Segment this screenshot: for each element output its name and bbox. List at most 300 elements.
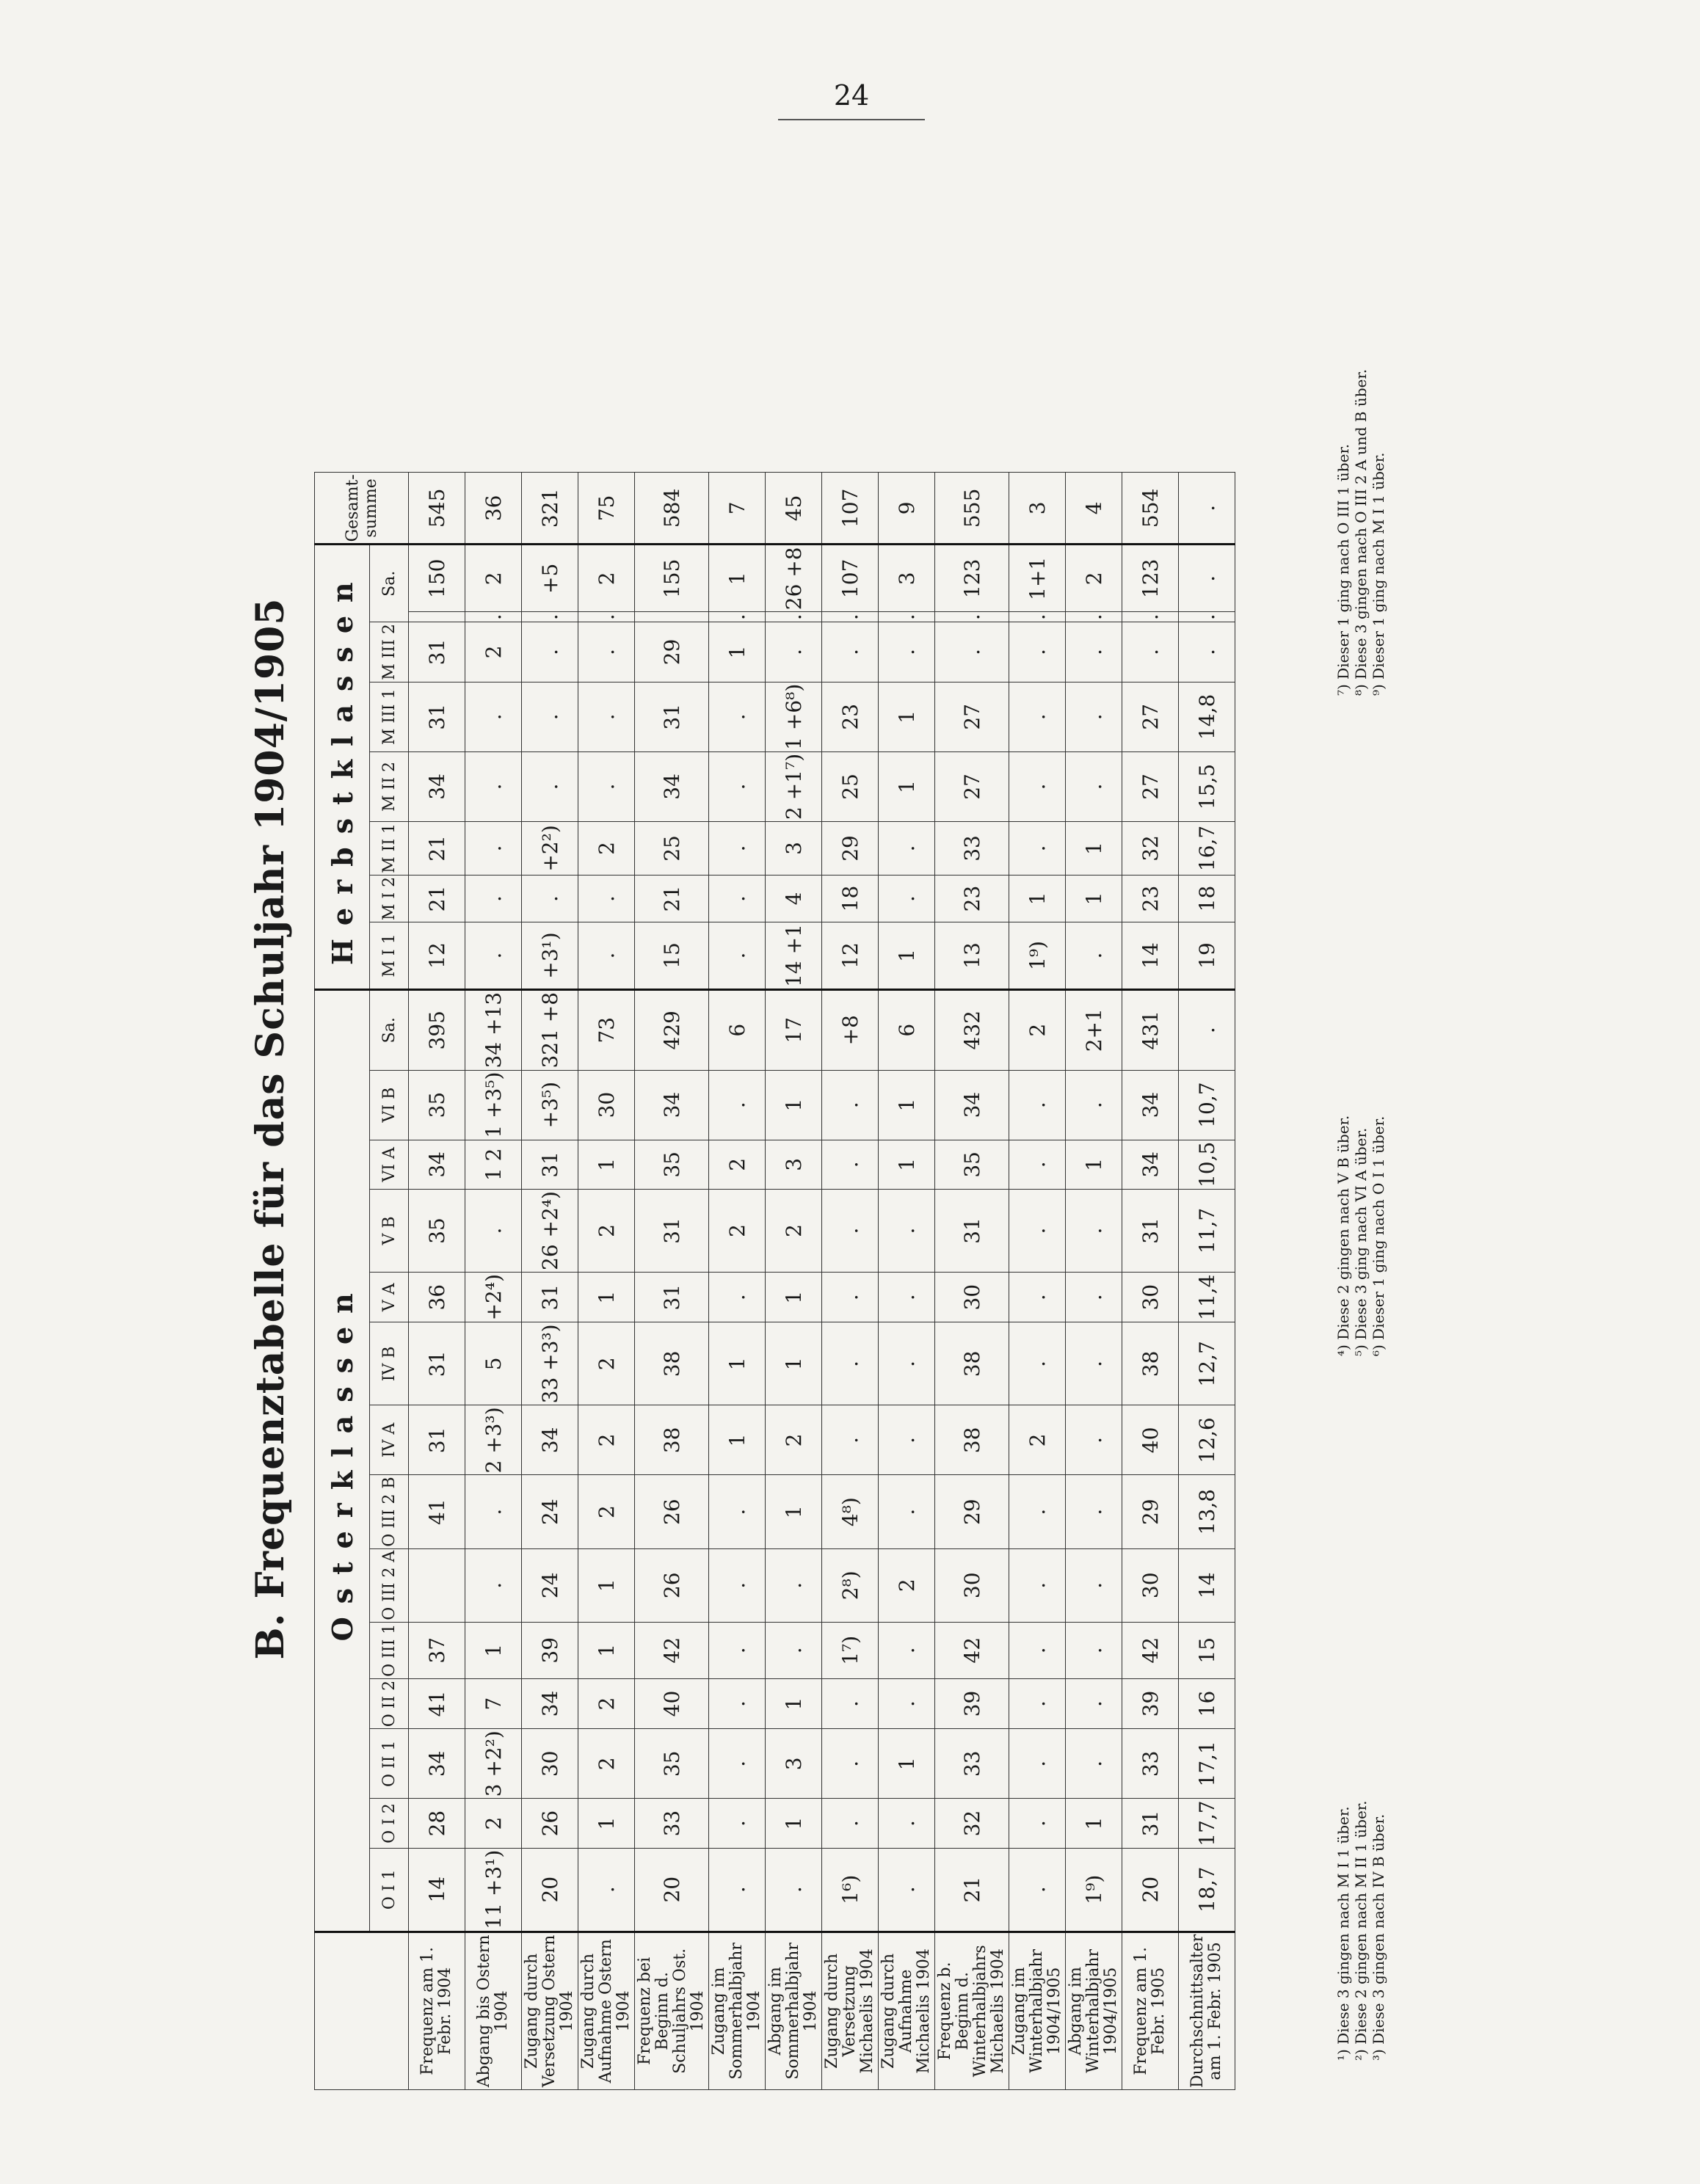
total-cell: 45: [766, 473, 822, 545]
oster-cell: 31: [1122, 1190, 1179, 1273]
page-rule: [778, 119, 925, 120]
oster-cell: 1: [766, 1322, 822, 1405]
herbst-cell: 31: [635, 682, 709, 751]
herbst-cell: .: [709, 682, 766, 751]
oster-cell: 38: [635, 1405, 709, 1475]
herbst-cell: .: [709, 875, 766, 922]
osterklassen-header: Osterklassen: [315, 989, 370, 1932]
table-row: [522, 473, 578, 2090]
herbst-cell: 21: [409, 822, 465, 876]
oster-cell: 34: [409, 1140, 465, 1189]
oster-cell: 33 +3³): [522, 1322, 578, 1405]
herbst-cell: .: [1066, 622, 1122, 682]
oster-cell: 1: [879, 1070, 935, 1140]
group-header-row: [315, 473, 370, 2090]
oster-cell: 39: [1122, 1678, 1179, 1728]
oster-cell: 7: [465, 1678, 522, 1728]
oster-cell: 17: [766, 989, 822, 1070]
oster-cell: 2 +3³): [465, 1405, 522, 1475]
oster-cell: .: [879, 1272, 935, 1322]
oster-cell: 20: [1122, 1848, 1179, 1932]
oster-cell: .: [822, 1678, 879, 1728]
oster-cell: .: [1066, 1729, 1122, 1799]
oster-cell: 39: [522, 1622, 578, 1678]
table-row: [709, 473, 766, 2090]
oster-cell: .: [822, 1070, 879, 1140]
oster-cell: 2: [578, 1322, 635, 1405]
oster-cell: .: [709, 1848, 766, 1932]
oster-column-header: IV B: [370, 1322, 409, 1405]
oster-cell: +3⁵): [522, 1070, 578, 1140]
herbst-cell: 34: [635, 751, 709, 821]
herbst-cell: .: [935, 612, 1009, 622]
oster-cell: 38: [935, 1405, 1009, 1475]
herbst-cell: 27: [1122, 751, 1179, 821]
herbst-cell: 27: [935, 751, 1009, 821]
herbst-cell: +3¹): [522, 922, 578, 990]
footnote: ⁴) Diese 2 gingen nach V B über.: [1334, 1115, 1352, 1356]
oster-cell: 2⁸): [822, 1548, 879, 1622]
herbst-cell: 31: [409, 622, 465, 682]
table-row: [766, 473, 822, 2090]
total-cell: 36: [465, 473, 522, 545]
herbst-cell: .: [1122, 612, 1179, 622]
oster-cell: .: [1066, 1678, 1122, 1728]
oster-cell: 33: [1122, 1729, 1179, 1799]
oster-column-header: Sa.: [370, 989, 409, 1070]
oster-cell: 29: [1122, 1475, 1179, 1548]
herbst-cell: .: [879, 822, 935, 876]
oster-cell: .: [1009, 1322, 1066, 1405]
herbst-cell: [635, 612, 709, 622]
herbst-cell: 18: [1179, 875, 1235, 922]
herbst-cell: .: [766, 622, 822, 682]
oster-cell: 1: [578, 1272, 635, 1322]
oster-column-header: O III 1: [370, 1622, 409, 1678]
oster-cell: 432: [935, 989, 1009, 1070]
row-label: Abgang im Winterhalbjahr 1904/1905: [1066, 1932, 1122, 2089]
oster-cell: 34: [522, 1405, 578, 1475]
oster-cell: .: [1066, 1190, 1122, 1273]
oster-cell: 31: [409, 1322, 465, 1405]
table-row: [935, 473, 1009, 2090]
oster-cell: .: [709, 1475, 766, 1548]
oster-column-header: O III 2 A: [370, 1548, 409, 1622]
oster-cell: 1⁷): [822, 1622, 879, 1678]
oster-cell: .: [879, 1405, 935, 1475]
oster-cell: 30: [1122, 1548, 1179, 1622]
herbst-cell: 21: [409, 875, 465, 922]
oster-cell: 10,7: [1179, 1070, 1235, 1140]
table-row: [409, 473, 465, 2090]
oster-cell: 429: [635, 989, 709, 1070]
oster-cell: 31: [635, 1190, 709, 1273]
oster-cell: 34: [1122, 1140, 1179, 1189]
herbst-cell: 1 +6⁸): [766, 682, 822, 751]
total-cell: .: [1179, 473, 1235, 545]
oster-cell: 28: [409, 1799, 465, 1848]
row-label-header: [315, 1932, 409, 2089]
oster-cell: 24: [522, 1548, 578, 1622]
herbst-cell: .: [1009, 822, 1066, 876]
oster-cell: .: [879, 1475, 935, 1548]
oster-cell: .: [709, 1678, 766, 1728]
footnote: ²) Diese 2 gingen nach M II 1 über.: [1352, 1800, 1370, 2061]
herbst-cell: 18: [822, 875, 879, 922]
oster-cell: 34: [935, 1070, 1009, 1140]
herbst-cell: 123: [1122, 545, 1179, 612]
oster-cell: 1: [766, 1272, 822, 1322]
oster-cell: 34: [522, 1678, 578, 1728]
oster-column-header: O III 2 B: [370, 1475, 409, 1548]
herbst-cell: .: [1066, 922, 1122, 990]
herbst-cell: 1⁹): [1009, 922, 1066, 990]
herbst-cell: .: [522, 751, 578, 821]
oster-cell: 1: [578, 1622, 635, 1678]
oster-cell: 1 2: [465, 1140, 522, 1189]
row-label: Frequenz am 1. Febr. 1904: [409, 1932, 465, 2089]
oster-cell: .: [578, 1848, 635, 1932]
oster-cell: 10,5: [1179, 1140, 1235, 1189]
oster-cell: 431: [1122, 989, 1179, 1070]
oster-cell: 42: [1122, 1622, 1179, 1678]
oster-cell: 1: [709, 1322, 766, 1405]
herbst-cell: 21: [635, 875, 709, 922]
oster-cell: .: [879, 1678, 935, 1728]
oster-cell: .: [1009, 1070, 1066, 1140]
table-row: [578, 473, 635, 2090]
herbst-cell: .: [709, 612, 766, 622]
oster-cell: .: [822, 1190, 879, 1273]
herbst-cell: +2²): [522, 822, 578, 876]
herbst-cell: .: [1066, 751, 1122, 821]
oster-cell: +8: [822, 989, 879, 1070]
herbst-cell: 2: [465, 545, 522, 612]
oster-cell: +2⁴): [465, 1272, 522, 1322]
row-label: Frequenz b. Beginn d. Winterhalbjahrs Michaelis 1904: [935, 1932, 1009, 2089]
table-body: [409, 473, 1235, 2090]
herbst-cell: 23: [1122, 875, 1179, 922]
oster-cell: 6: [709, 989, 766, 1070]
table-title: B. Frequenztabelle für das Schuljahr 1904/1905: [248, 597, 293, 1660]
oster-cell: .: [879, 1799, 935, 1848]
oster-cell: .: [1009, 1475, 1066, 1548]
table-row: [822, 473, 879, 2090]
oster-cell: 1: [879, 1729, 935, 1799]
herbst-cell: 2: [465, 622, 522, 682]
herbst-cell: 1+1: [1009, 545, 1066, 612]
oster-cell: 42: [635, 1622, 709, 1678]
herbst-cell: .: [766, 612, 822, 622]
column-header-row: [370, 473, 409, 2090]
oster-cell: 1: [578, 1140, 635, 1189]
footnote: ⁹) Dieser 1 ging nach M I 1 über.: [1370, 452, 1387, 696]
row-label: Durchschnittsalter am 1. Febr. 1905: [1179, 1932, 1235, 2089]
total-cell: 554: [1122, 473, 1179, 545]
oster-cell: 3: [766, 1729, 822, 1799]
oster-column-header: O I 2: [370, 1799, 409, 1848]
herbst-cell: 25: [635, 822, 709, 876]
oster-cell: 1: [766, 1799, 822, 1848]
oster-cell: 14: [1179, 1548, 1235, 1622]
footnotes-left: [1334, 1800, 1387, 2061]
oster-cell: .: [879, 1190, 935, 1273]
herbst-cell: .: [465, 922, 522, 990]
herbst-cell: 16,7: [1179, 822, 1235, 876]
oster-cell: 31: [522, 1140, 578, 1189]
herbst-cell: .: [578, 682, 635, 751]
herbst-cell: 2: [578, 545, 635, 612]
herbst-cell: .: [879, 622, 935, 682]
footnotes-right: [1334, 369, 1387, 696]
oster-cell: 39: [935, 1678, 1009, 1728]
oster-cell: 31: [635, 1272, 709, 1322]
herbst-cell: 1: [879, 922, 935, 990]
herbst-cell: .: [709, 822, 766, 876]
total-cell: 107: [822, 473, 879, 545]
oster-cell: 31: [522, 1272, 578, 1322]
oster-cell: 16: [1179, 1678, 1235, 1728]
herbst-cell: 32: [1122, 822, 1179, 876]
oster-cell: 30: [1122, 1272, 1179, 1322]
oster-cell: 35: [935, 1140, 1009, 1189]
oster-cell: 2: [766, 1190, 822, 1273]
oster-cell: 321 +8: [522, 989, 578, 1070]
oster-cell: .: [822, 1405, 879, 1475]
total-cell: 7: [709, 473, 766, 545]
oster-cell: .: [465, 1190, 522, 1273]
herbst-cell: 14 +1: [766, 922, 822, 990]
oster-cell: 31: [1122, 1799, 1179, 1848]
herbst-cell: 1: [879, 682, 935, 751]
oster-cell: 2: [1009, 1405, 1066, 1475]
oster-cell: 2: [578, 1190, 635, 1273]
herbst-cell: .: [822, 612, 879, 622]
oster-cell: 2: [766, 1405, 822, 1475]
oster-cell: .: [766, 1848, 822, 1932]
table-row: [1009, 473, 1066, 2090]
herbst-cell: 29: [635, 622, 709, 682]
herbst-cell: 23: [822, 682, 879, 751]
oster-cell: 26: [522, 1799, 578, 1848]
oster-cell: .: [1009, 1272, 1066, 1322]
herbst-cell: 12: [822, 922, 879, 990]
oster-cell: .: [1066, 1475, 1122, 1548]
herbst-cell: .: [578, 922, 635, 990]
oster-cell: 15: [1179, 1622, 1235, 1678]
oster-cell: 12,7: [1179, 1322, 1235, 1405]
oster-cell: 31: [409, 1405, 465, 1475]
herbst-cell: .: [465, 751, 522, 821]
total-cell: 584: [635, 473, 709, 545]
herbst-cell: 107: [822, 545, 879, 612]
oster-cell: 2: [578, 1405, 635, 1475]
oster-cell: 1⁶): [822, 1848, 879, 1932]
oster-cell: 34: [1122, 1070, 1179, 1140]
row-label: Zugang im Winterhalbjahr 1904/1905: [1009, 1932, 1066, 2089]
oster-cell: .: [1009, 1622, 1066, 1678]
herbst-cell: 1: [1009, 875, 1066, 922]
oster-cell: 40: [1122, 1405, 1179, 1475]
oster-cell: 2: [879, 1548, 935, 1622]
table-row: [635, 473, 709, 2090]
herbst-cell: 14: [1122, 922, 1179, 990]
oster-column-header: V A: [370, 1272, 409, 1322]
oster-cell: .: [1009, 1140, 1066, 1189]
herbst-cell: 25: [822, 751, 879, 821]
oster-cell: 2: [578, 1678, 635, 1728]
oster-cell: 35: [409, 1070, 465, 1140]
total-cell: 3: [1009, 473, 1066, 545]
oster-cell: 2: [709, 1140, 766, 1189]
oster-cell: 37: [409, 1622, 465, 1678]
oster-cell: [409, 1548, 465, 1622]
gesamtsumme-header: Gesamt-summe: [315, 473, 409, 545]
oster-cell: .: [822, 1322, 879, 1405]
oster-column-header: VI B: [370, 1070, 409, 1140]
oster-cell: 35: [409, 1190, 465, 1273]
herbst-cell: 2 +1⁷): [766, 751, 822, 821]
oster-cell: 1: [766, 1070, 822, 1140]
herbst-cell: .: [465, 822, 522, 876]
herbstklassen-header: Herbstklassen: [315, 545, 370, 990]
oster-cell: 3: [766, 1140, 822, 1189]
herbst-cell: 19: [1179, 922, 1235, 990]
herbst-cell: +5: [522, 545, 578, 612]
oster-cell: 41: [409, 1678, 465, 1728]
table-row: [1179, 473, 1235, 2090]
oster-cell: .: [1066, 1070, 1122, 1140]
herbst-cell: 33: [935, 822, 1009, 876]
oster-cell: 26: [635, 1475, 709, 1548]
oster-cell: 21: [935, 1848, 1009, 1932]
oster-cell: 26 +2⁴): [522, 1190, 578, 1273]
herbst-cell: .: [1179, 612, 1235, 622]
herbst-cell: .: [822, 622, 879, 682]
footnote: ⁷) Dieser 1 ging nach O III 1 über.: [1334, 443, 1352, 696]
herbst-cell: .: [1009, 682, 1066, 751]
oster-cell: 3 +2²): [465, 1729, 522, 1799]
oster-cell: 20: [635, 1848, 709, 1932]
herbst-cell: 2: [1066, 545, 1122, 612]
herbst-cell: .: [578, 622, 635, 682]
oster-cell: .: [879, 1848, 935, 1932]
oster-cell: 38: [1122, 1322, 1179, 1405]
oster-cell: .: [766, 1548, 822, 1622]
herbst-cell: 2: [578, 822, 635, 876]
footnotes-middle: [1334, 1115, 1387, 1356]
herbst-cell: 23: [935, 875, 1009, 922]
oster-column-header: O I 1: [370, 1848, 409, 1932]
oster-cell: 2: [709, 1190, 766, 1273]
oster-cell: 1: [578, 1799, 635, 1848]
oster-cell: 1: [766, 1475, 822, 1548]
oster-cell: .: [1066, 1622, 1122, 1678]
herbst-cell: 27: [1122, 682, 1179, 751]
oster-cell: .: [1009, 1678, 1066, 1728]
oster-cell: 29: [935, 1475, 1009, 1548]
footnote: ¹) Diese 3 gingen nach M I 1 über.: [1334, 1806, 1352, 2061]
oster-cell: .: [709, 1548, 766, 1622]
oster-cell: .: [879, 1322, 935, 1405]
oster-cell: 38: [635, 1322, 709, 1405]
total-cell: 4: [1066, 473, 1122, 545]
total-cell: 321: [522, 473, 578, 545]
oster-cell: 38: [935, 1322, 1009, 1405]
rotated-table-block: [248, 167, 1496, 2090]
oster-cell: 1: [879, 1140, 935, 1189]
herbst-cell: 34: [409, 751, 465, 821]
oster-column-header: O II 2: [370, 1678, 409, 1728]
herbst-cell: .: [522, 622, 578, 682]
herbst-cell: .: [1009, 751, 1066, 821]
oster-cell: 33: [935, 1729, 1009, 1799]
herbst-cell: .: [465, 875, 522, 922]
oster-column-header: IV A: [370, 1405, 409, 1475]
herbst-cell: 31: [409, 682, 465, 751]
oster-column-header: VI A: [370, 1140, 409, 1189]
herbst-cell: .: [578, 751, 635, 821]
oster-cell: 11,4: [1179, 1272, 1235, 1322]
oster-cell: .: [709, 1622, 766, 1678]
herbst-cell: 14,8: [1179, 682, 1235, 751]
frequency-table: [314, 472, 1235, 2090]
herbst-column-header: M I 1: [370, 922, 409, 990]
oster-cell: 34: [409, 1729, 465, 1799]
oster-cell: 13,8: [1179, 1475, 1235, 1548]
oster-cell: .: [709, 1729, 766, 1799]
oster-cell: 395: [409, 989, 465, 1070]
oster-cell: 1: [1066, 1140, 1122, 1189]
oster-cell: 2: [1009, 989, 1066, 1070]
herbst-cell: .: [879, 612, 935, 622]
oster-cell: 2: [578, 1475, 635, 1548]
herbst-column-header: M I 2: [370, 875, 409, 922]
herbst-column-header: M II 1: [370, 822, 409, 876]
oster-cell: 24: [522, 1475, 578, 1548]
oster-cell: 26: [635, 1548, 709, 1622]
oster-cell: 30: [578, 1070, 635, 1140]
oster-cell: .: [822, 1272, 879, 1322]
table-row: [1066, 473, 1122, 2090]
row-label: Abgang bis Ostern 1904: [465, 1932, 522, 2089]
oster-cell: 73: [578, 989, 635, 1070]
oster-cell: 14: [409, 1848, 465, 1932]
oster-cell: 2: [465, 1799, 522, 1848]
oster-cell: 31: [935, 1190, 1009, 1273]
herbst-cell: .: [1179, 622, 1235, 682]
herbst-column-header: M III 2: [370, 622, 409, 682]
herbst-cell: .: [578, 612, 635, 622]
herbst-cell: .: [935, 622, 1009, 682]
herbst-column-header: Sa.: [370, 545, 409, 622]
oster-cell: 35: [635, 1729, 709, 1799]
oster-cell: 20: [522, 1848, 578, 1932]
herbst-cell: [409, 612, 465, 622]
herbst-cell: 1: [1066, 875, 1122, 922]
oster-cell: 41: [409, 1475, 465, 1548]
oster-cell: 30: [522, 1729, 578, 1799]
herbst-cell: 15,5: [1179, 751, 1235, 821]
footnote: ⁶) Dieser 1 ging nach O I 1 über.: [1370, 1115, 1387, 1356]
row-label: Abgang im Sommerhalbjahr 1904: [766, 1932, 822, 2089]
oster-cell: 1: [1066, 1799, 1122, 1848]
oster-cell: 18,7: [1179, 1848, 1235, 1932]
footnote: ³) Diese 3 gingen nach IV B über.: [1370, 1813, 1387, 2061]
row-label: Zugang durch Versetzung Ostern 1904: [522, 1932, 578, 2089]
herbst-cell: 150: [409, 545, 465, 612]
herbst-cell: 3: [879, 545, 935, 612]
